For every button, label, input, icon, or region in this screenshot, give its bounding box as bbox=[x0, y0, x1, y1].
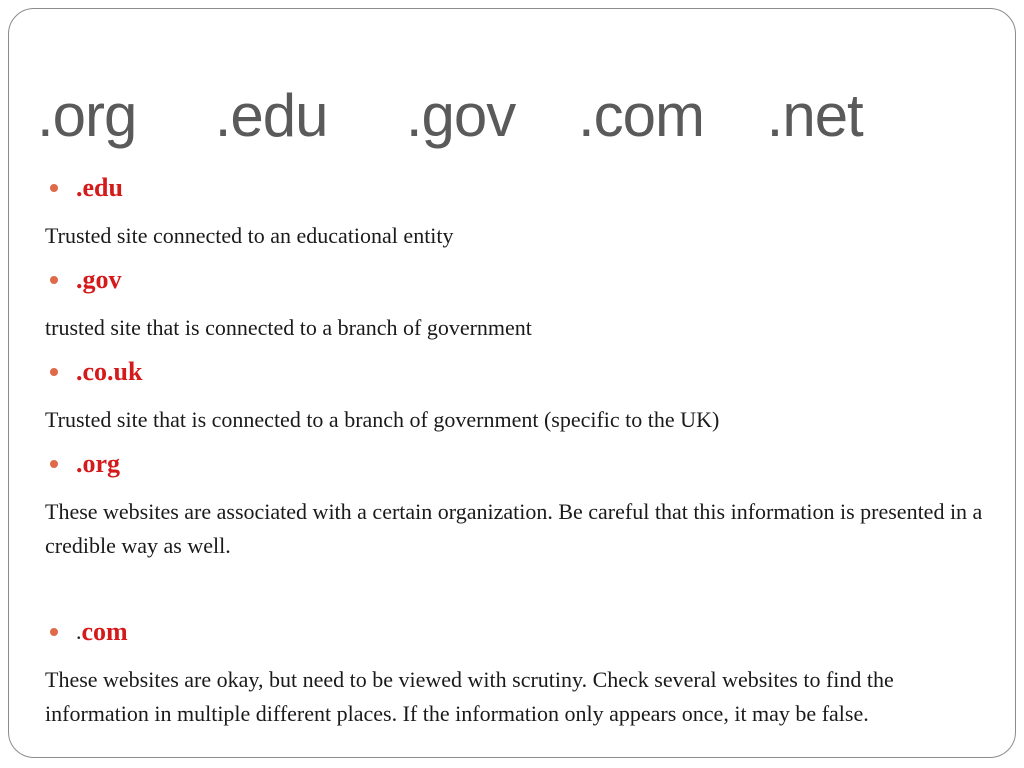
bullet-item-org bbox=[45, 445, 995, 483]
bullet-description: Trusted site connected to an educational entity bbox=[45, 223, 454, 248]
slide-content bbox=[45, 169, 995, 739]
bullet-icon bbox=[50, 184, 58, 192]
bullet-icon bbox=[50, 276, 58, 284]
bullet-item-gov bbox=[45, 261, 995, 299]
bullet-description: These websites are okay, but need to be viewed with scrutiny. Check several websites to find the information in multiple different places. If the information only appears once, it may be false. bbox=[45, 667, 894, 726]
bullet-item-edu bbox=[45, 169, 995, 207]
bullet-item-co-uk bbox=[45, 353, 995, 391]
slide bbox=[8, 8, 1016, 758]
bullet-icon bbox=[50, 628, 58, 636]
bullet-prefix: . bbox=[76, 619, 82, 644]
slide-title: .org .edu .gov .com .net bbox=[37, 82, 863, 149]
bullet-description: Trusted site that is connected to a branch of government (specific to the UK) bbox=[45, 407, 720, 432]
bullet-description: These websites are associated with a certain organization. Be careful that this information is presented in a credible way as well. bbox=[45, 499, 983, 558]
bullet-icon bbox=[50, 460, 58, 468]
spacer bbox=[45, 571, 995, 613]
bullet-icon bbox=[50, 368, 58, 376]
bullet-label: .edu bbox=[76, 173, 123, 202]
bullet-description: trusted site that is connected to a branch of government bbox=[45, 315, 532, 340]
bullet-item-com bbox=[45, 613, 995, 651]
bullet-label: .org bbox=[76, 449, 121, 478]
bullet-label: .gov bbox=[76, 265, 122, 294]
bullet-label: .co.uk bbox=[76, 357, 143, 386]
bullet-label: com bbox=[81, 617, 128, 646]
